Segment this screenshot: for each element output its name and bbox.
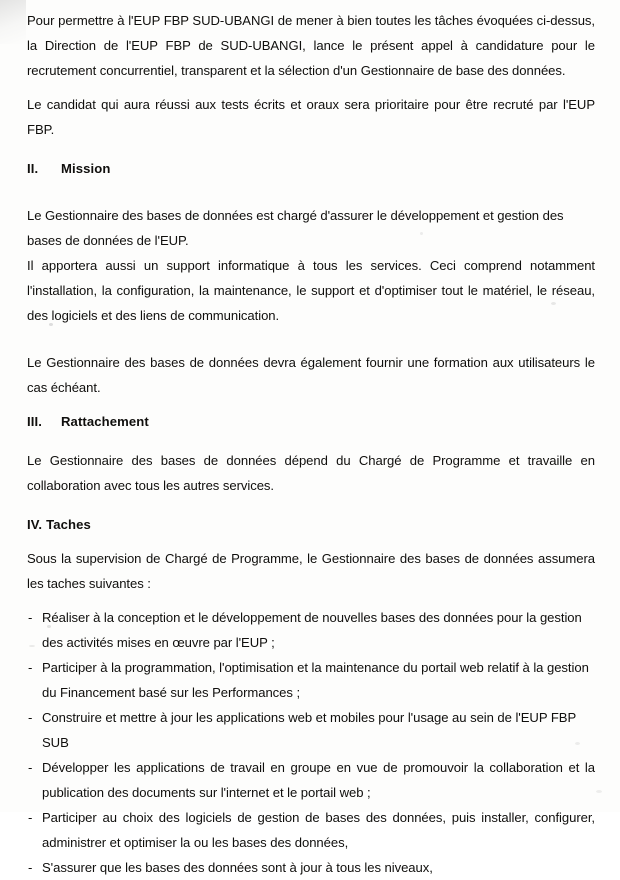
- task-list-item: [27, 655, 595, 705]
- task-list-item-text: Réaliser à la conception et le développement de nouvelles bases des données pour la gestion des activités mises en œuvre par l'EUP ;: [42, 610, 582, 650]
- heading-taches-title: Taches: [46, 517, 91, 532]
- heading-mission-title: Mission: [61, 161, 111, 176]
- heading-rattachement-number: III.: [27, 414, 42, 429]
- taches-intro: Sous la supervision de Chargé de Programme, le Gestionnaire des bases de données assumera les taches suivantes :: [27, 551, 595, 591]
- mission-paragraph-2: Il apportera aussi un support informatique à tous les services. Ceci comprend notamment l'installation, la configuration, la maintenance, le support et d'optimiser tout le matériel, le réseau, des logiciels et des liens de communication.: [27, 258, 595, 323]
- rattachement-paragraph-1: Le Gestionnaire des bases de données dépend du Chargé de Programme et travaille en collaboration avec tous les autres services.: [27, 453, 595, 493]
- heading-taches: [27, 512, 595, 537]
- task-list-item-text: Développer les applications de travail en groupe en vue de promouvoir la collaboration et la publication des documents sur l'internet et le portail web ;: [42, 760, 595, 800]
- bullet-dash-icon: -: [28, 860, 33, 875]
- bullet-dash-icon: -: [28, 760, 33, 775]
- intro-paragraph-2: Le candidat qui aura réussi aux tests écrits et oraux sera prioritaire pour être recruté par l'EUP FBP.: [27, 97, 595, 137]
- heading-mission: [27, 156, 595, 181]
- bullet-dash-icon: -: [28, 660, 33, 675]
- task-list-item: [27, 855, 595, 880]
- bullet-dash-icon: -: [28, 710, 33, 725]
- task-list-item-text: S'assurer que les bases des données sont à jour à tous les niveaux,: [42, 860, 433, 875]
- bullet-dash-icon: -: [28, 610, 33, 625]
- scan-smudge-artifact: [0, 0, 26, 44]
- heading-mission-number: II.: [27, 161, 39, 176]
- task-list-item: [27, 605, 595, 655]
- bullet-dash-icon: -: [28, 810, 33, 825]
- task-list-item-text: Construire et mettre à jour les applications web et mobiles pour l'usage au sein de l'EUP FBP SUB: [42, 710, 576, 750]
- task-list-item-text: Participer au choix des logiciels de gestion de bases des données, puis installer, configurer, administrer et optimiser la ou les bases des données,: [42, 810, 595, 850]
- task-list-item: [27, 805, 595, 855]
- heading-rattachement-title: Rattachement: [61, 414, 149, 429]
- document-body: [27, 0, 595, 880]
- heading-taches-number: IV.: [27, 517, 43, 532]
- task-list-item: [27, 705, 595, 755]
- scan-speck-artifact: [596, 790, 602, 793]
- mission-paragraph-3: Le Gestionnaire des bases de données devra également fournir une formation aux utilisateurs le cas échéant.: [27, 355, 595, 395]
- heading-rattachement: [27, 409, 595, 434]
- task-list-item-text: Participer à la programmation, l'optimisation et la maintenance du portail web relatif à la gestion du Financement basé sur les Performances ;: [42, 660, 589, 700]
- mission-paragraph-1: Le Gestionnaire des bases de données est chargé d'assurer le développement et gestion des bases de données de l'EUP.: [27, 208, 564, 248]
- task-list-item: [27, 755, 595, 805]
- intro-paragraph-1: Pour permettre à l'EUP FBP SUD-UBANGI de mener à bien toutes les tâches évoquées ci-dessus, la Direction de l'EUP FBP de SUD-UBANGI, lance le présent appel à candidature pour le recrutement concurrentiel, transparent et la sélection d'un Gestionnaire de base des données.: [27, 13, 595, 78]
